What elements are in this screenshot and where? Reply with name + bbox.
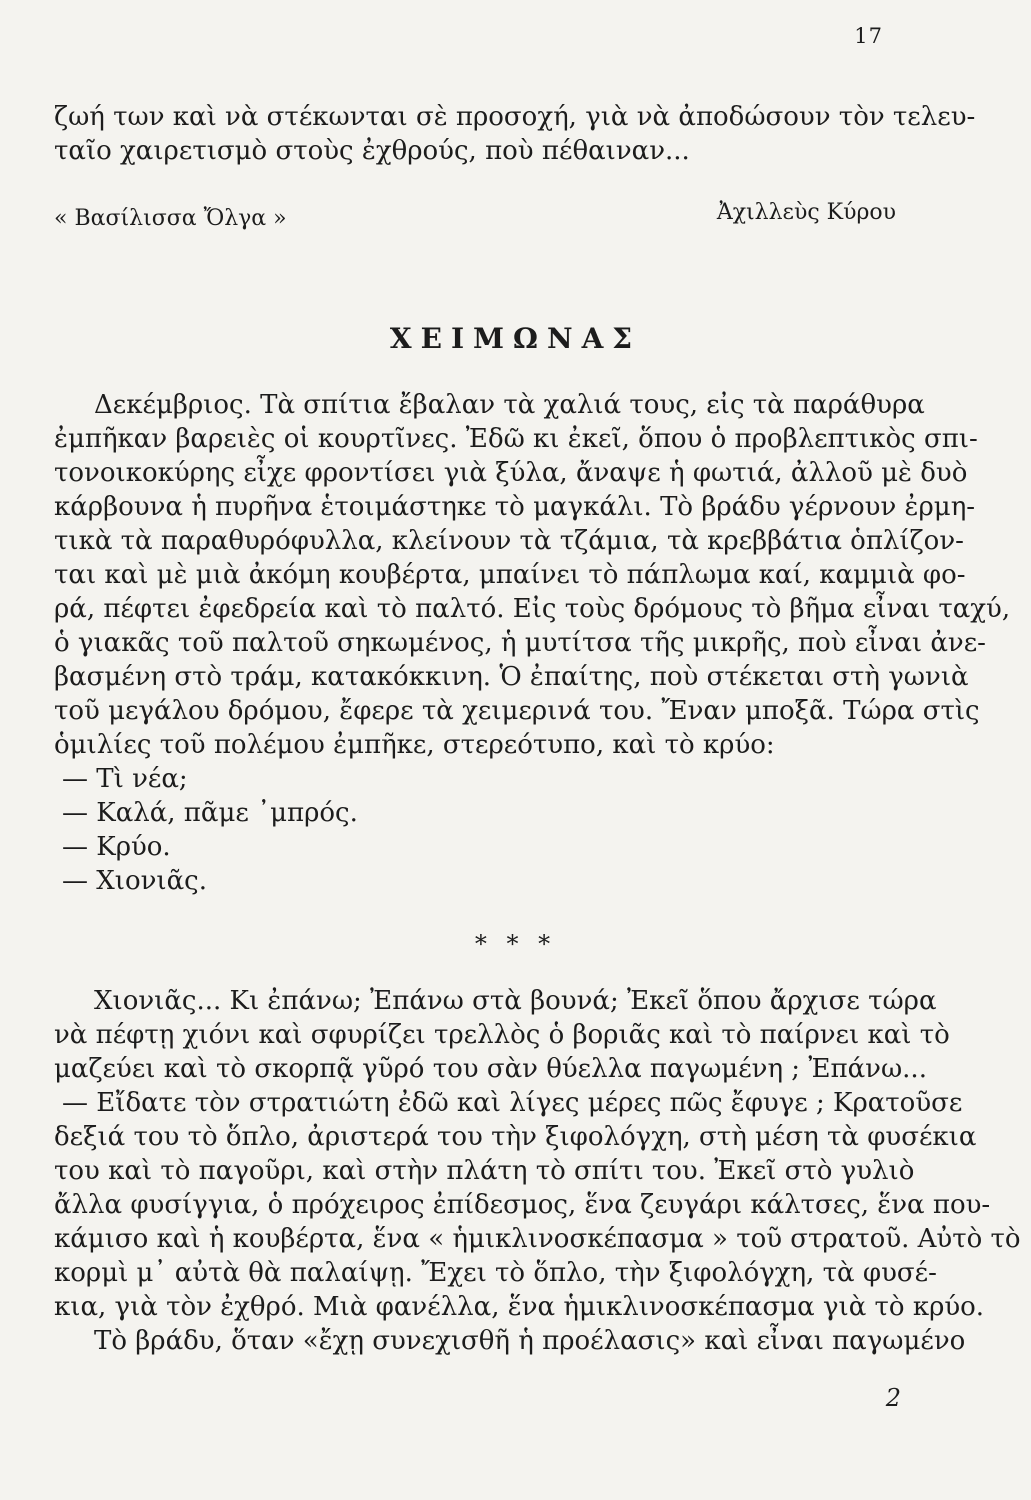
text-line: ζωή των καὶ νὰ στέκωνται σὲ προσοχή, γιὰ νὰ ἀποδώσουν τὸν τελευ- xyxy=(54,102,976,132)
text-line: Δεκέμβριος. Τὰ σπίτια ἔβαλαν τὰ χαλιά τους, εἰς τὰ παράθυρα xyxy=(94,390,925,420)
text-line: κάμισο καὶ ἡ κουβέρτα, ἕνα « ἡμικλινοσκέπασμα » τοῦ στρατοῦ. Αὐτὸ τὸ xyxy=(54,1224,1021,1254)
intro-paragraph xyxy=(54,100,976,168)
text-line: νὰ πέφτῃ χιόνι καὶ σφυρίζει τρελλὸς ὁ βοριᾶς καὶ τὸ παίρνει καὶ τὸ xyxy=(54,1020,950,1050)
text-line: του καὶ τὸ παγοῦρι, καὶ στὴν πλάτη τὸ σπίτι του. Ἐκεῖ στὸ γυλιὸ xyxy=(54,1156,915,1186)
text-line: Χιονιᾶς... Κι ἐπάνω; Ἐπάνω στὰ βουνά; Ἐκεῖ ὅπου ἄρχισε τώρα xyxy=(94,986,937,1016)
section-2 xyxy=(54,984,1021,1358)
text-line: ἐμπῆκαν βαρειὲς οἱ κουρτῖνες. Ἐδῶ κι ἐκεῖ, ὅπου ὁ προβλεπτικὸς σπι- xyxy=(54,424,978,454)
text-line: μαζεύει καὶ τὸ σκορπᾷ γῦρό του σὰν θύελλα παγωμένη ; Ἐπάνω... xyxy=(54,1054,927,1084)
text-line: ται καὶ μὲ μιὰ ἀκόμη κουβέρτα, μπαίνει τὸ πάπλωμα καί, καμμιὰ φο- xyxy=(54,560,966,590)
text-line: Τὸ βράδυ, ὅταν «ἔχῃ συνεχισθῆ ἡ προέλασις» καὶ εἶναι παγωμένο xyxy=(94,1326,966,1356)
signature-mark: 2 xyxy=(885,1384,901,1412)
text-line: ἄλλα φυσίγγια, ὁ πρόχειρος ἐπίδεσμος, ἕνα ζευγάρι κάλτσες, ἕνα που- xyxy=(54,1190,991,1220)
page-number: 17 xyxy=(854,24,883,48)
text-line: ὁμιλίες τοῦ πολέμου ἐμπῆκε, στερεότυπο, καὶ τὸ κρύο: xyxy=(54,730,775,760)
text-line: κάρβουνα ἡ πυρῆνα ἑτοιμάστηκε τὸ μαγκάλι. Τὸ βράδυ γέρνουν ἐρμη- xyxy=(54,492,976,522)
text-line: — Εἴδατε τὸν στρατιώτη ἐδῶ καὶ λίγες μέρες πῶς ἔφυγε ; Κρατοῦσε xyxy=(62,1088,963,1118)
section-separator: * * * xyxy=(474,930,557,958)
dialogue-line: — Χιονιᾶς. xyxy=(62,866,208,896)
text-line: τοῦ μεγάλου δρόμου, ἔφερε τὰ χειμερινά του. Ἔναν μποξᾶ. Τώρα στὶς xyxy=(54,696,980,726)
section-1 xyxy=(54,388,1011,898)
text-line: ρά, πέφτει ἐφεδρεία καὶ τὸ παλτό. Εἰς τοὺς δρόμους τὸ βῆμα εἶναι ταχύ, xyxy=(54,594,1011,624)
dialogue-line: — Καλά, πᾶμε ᾽μπρός. xyxy=(62,798,358,828)
source-title: « Βασίλισσα Ὄλγα » xyxy=(54,206,287,231)
text-line: κορμὶ μ᾽ αὐτὰ θὰ παλαίψῃ. Ἔχει τὸ ὅπλο, τὴν ξιφολόγχη, τὰ φυσέ- xyxy=(54,1258,937,1288)
text-line: κια, γιὰ τὸν ἐχθρό. Μιὰ φανέλλα, ἕνα ἡμικλινοσκέπασμα γιὰ τὸ κρύο. xyxy=(54,1292,985,1322)
author-name: Ἀχιλλεὺς Κύρου xyxy=(716,200,896,225)
text-line: τικὰ τὰ παραθυρόφυλλα, κλείνουν τὰ τζάμια, τὰ κρεββάτια ὁπλίζον- xyxy=(54,526,964,556)
chapter-title: ΧΕΙΜΩΝΑΣ xyxy=(389,322,642,355)
dialogue-line: — Τὶ νέα; xyxy=(62,764,188,794)
text-line: ὁ γιακᾶς τοῦ παλτοῦ σηκωμένος, ἡ μυτίτσα τῆς μικρῆς, ποὺ εἶναι ἀνε- xyxy=(54,628,986,658)
text-line: δεξιά του τὸ ὅπλο, ἀριστερά του τὴν ξιφολόγχη, στὴ μέση τὰ φυσέκια xyxy=(54,1122,977,1152)
text-line: τονοικοκύρης εἶχε φροντίσει γιὰ ξύλα, ἄναψε ἡ φωτιά, ἀλλοῦ μὲ δυὸ xyxy=(54,458,968,488)
dialogue-line: — Κρύο. xyxy=(62,832,171,862)
text-line: βασμένη στὸ τράμ, κατακόκκινη. Ὁ ἐπαίτης, ποὺ στέκεται στὴ γωνιὰ xyxy=(54,662,969,692)
text-line: ταῖο χαιρετισμὸ στοὺς ἐχθρούς, ποὺ πέθαιναν... xyxy=(54,136,690,166)
